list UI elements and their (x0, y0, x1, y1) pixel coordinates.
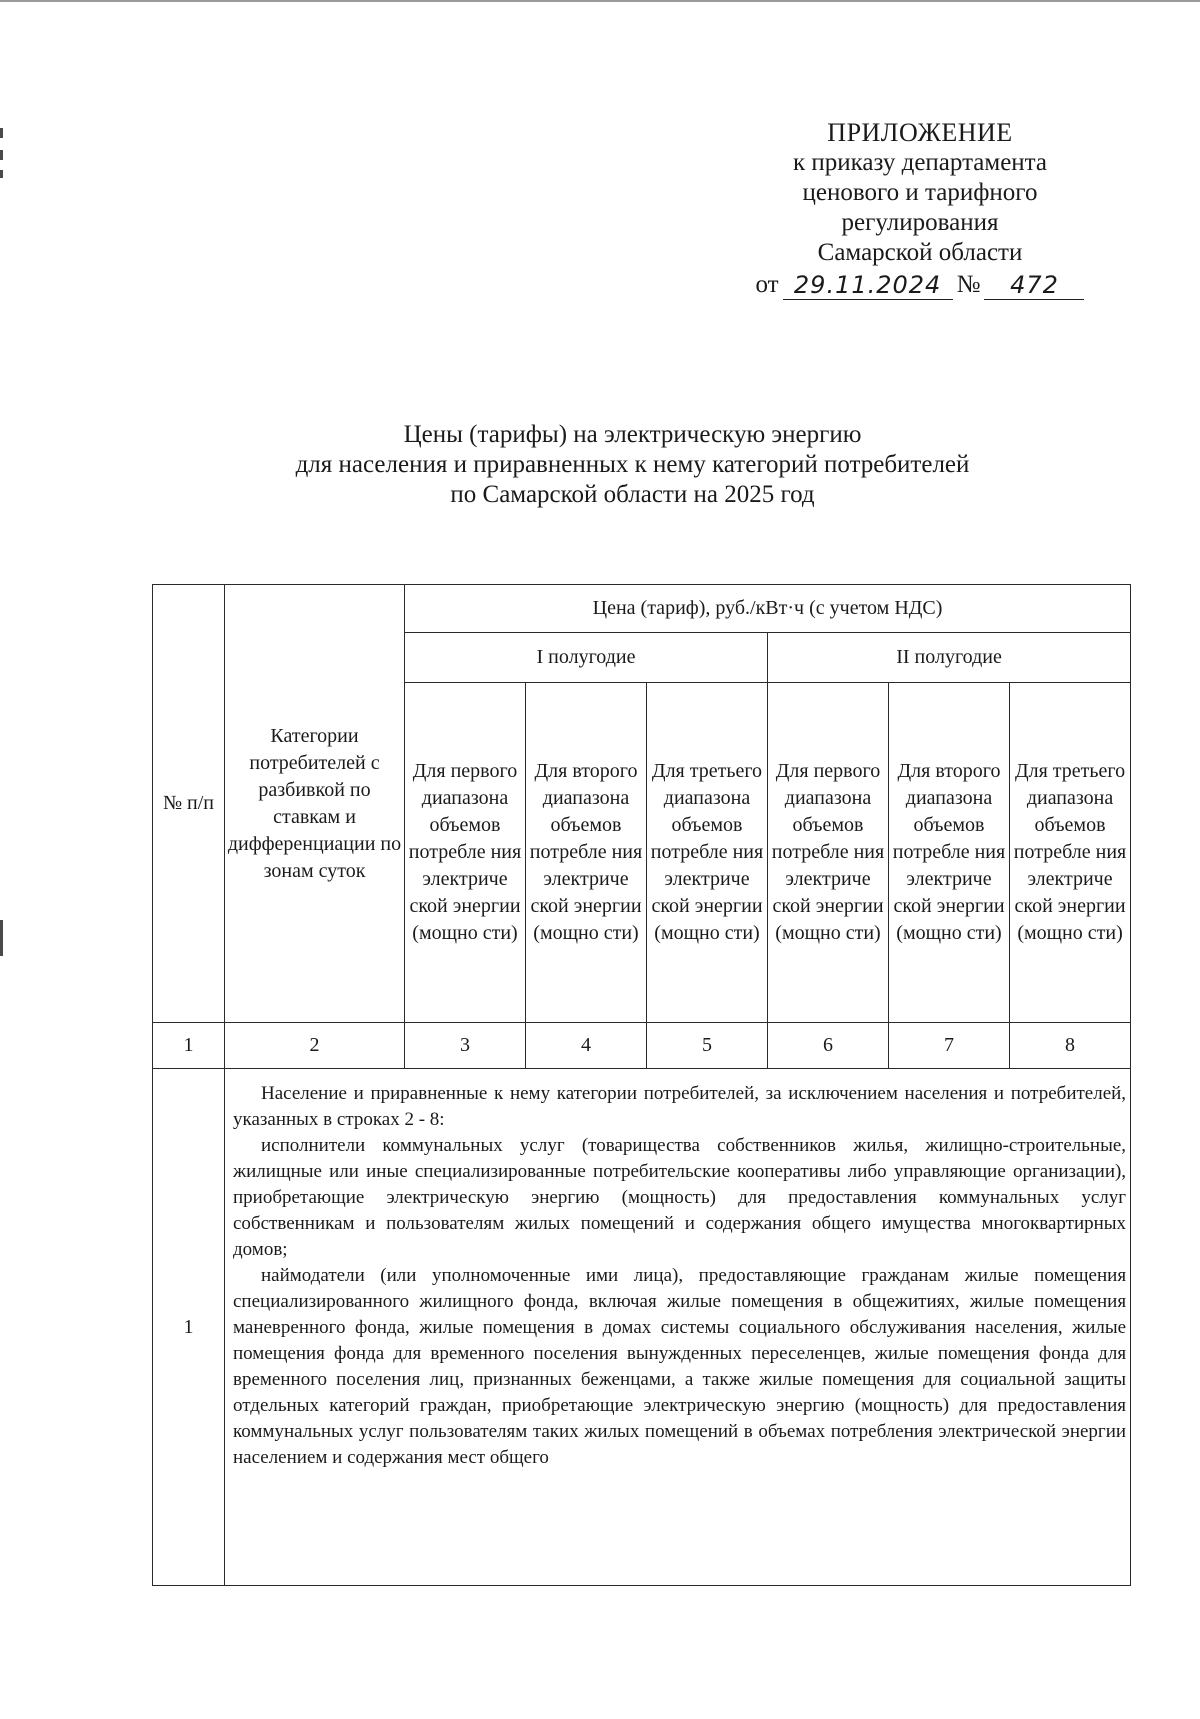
column-number: 6 (768, 1023, 889, 1069)
header-range: Для второго диапазона объемов потребле ния электриче ской энергии (мощно сти) (526, 683, 647, 1023)
scan-edge-mark (0, 170, 3, 178)
column-number: 2 (225, 1023, 405, 1069)
table-row (153, 1069, 1131, 1586)
header-range: Для второго диапазона объемов потребле ния электриче ской энергии (мощно сти) (889, 683, 1010, 1023)
document-title (150, 420, 1115, 510)
header-second-half: II полугодие (768, 633, 1131, 683)
tariff-table (152, 584, 1131, 1586)
header-price: Цена (тариф), руб./кВт·ч (с учетом НДС) (405, 585, 1131, 633)
column-number: 8 (1010, 1023, 1131, 1069)
column-number: 4 (526, 1023, 647, 1069)
appendix-line: к приказу департамента (792, 149, 1048, 176)
header-first-half: I полугодие (405, 633, 768, 683)
scan-edge-mark (0, 920, 3, 956)
column-number: 5 (647, 1023, 768, 1069)
header-row-number: № п/п (153, 585, 225, 1023)
title-line: по Самарской области на 2025 год (450, 481, 815, 508)
header-category: Категории потребителей с разбивкой по ставкам и дифференциации по зонам суток (225, 585, 405, 1023)
order-prefix: от (755, 271, 779, 298)
order-number-sign: № (956, 271, 981, 298)
appendix-line: Самарской области (817, 239, 1023, 266)
header-range: Для первого диапазона объемов потребле ния электриче ской энергии (мощно сти) (768, 683, 889, 1023)
header-range: Для третьего диапазона объемов потребле ния электриче ской энергии (мощно сти) (647, 683, 768, 1023)
appendix-heading: ПРИЛОЖЕНИЕ (827, 118, 1013, 147)
row-category-description (225, 1069, 1131, 1586)
scan-edge-mark (0, 150, 3, 160)
column-number: 1 (153, 1023, 225, 1069)
description-paragraph: Население и приравненные к нему категории потребителей, за исключением населения и потребителей, указанных в строках 2 - 8: (233, 1083, 1127, 1130)
order-date: 29.11.2024 (783, 271, 953, 300)
title-line: для населения и приравненных к нему категорий потребителей (295, 451, 970, 478)
title-line: Цены (тарифы) на электрическую энергию (403, 421, 862, 448)
scan-edge-mark (0, 128, 3, 138)
description-paragraph: наймодатели (или уполномоченные ими лица), предоставляющие гражданам жилые помещения специализированного жилищного фонда, включая жилые помещения в общежитиях, жилые помещения маневренного фонда, жилые помещения в домах системы социального обслуживания населения, жилые помещения фонда для временного поселения вынужденных переселенцев, жилые помещения фонда для временного поселения лиц, признанных беженцами, а также жилые помещения для социальной защиты отдельных категорий граждан, приобретающие электрическую энергию (мощность) для предоставления коммунальных услуг пользователям таких жилых помещений в объемах потребления электрической энергии населением и содержания мест общего (233, 1265, 1127, 1468)
appendix-line: регулирования (841, 209, 999, 236)
order-number: 472 (984, 271, 1084, 300)
header-range: Для третьего диапазона объемов потребле ния электриче ской энергии (мощно сти) (1010, 683, 1131, 1023)
appendix-block (740, 118, 1100, 300)
appendix-line: ценового и тарифного (802, 179, 1038, 206)
page-top-edge (0, 0, 1200, 2)
header-range: Для первого диапазона объемов потребле ния электриче ской энергии (мощно сти) (405, 683, 526, 1023)
column-number: 7 (889, 1023, 1010, 1069)
row-number: 1 (153, 1069, 225, 1586)
description-paragraph: исполнители коммунальных услуг (товарищества собственников жилья, жилищно-строительные, жилищные или иные специализированные потребительские кооперативы либо управляющие организации), приобретающие электрическую энергию (мощность) для предоставления коммунальных услуг собственникам и пользователям жилых помещений и содержания общего имущества многоквартирных домов; (233, 1135, 1127, 1260)
order-reference (740, 270, 1100, 300)
column-number: 3 (405, 1023, 526, 1069)
